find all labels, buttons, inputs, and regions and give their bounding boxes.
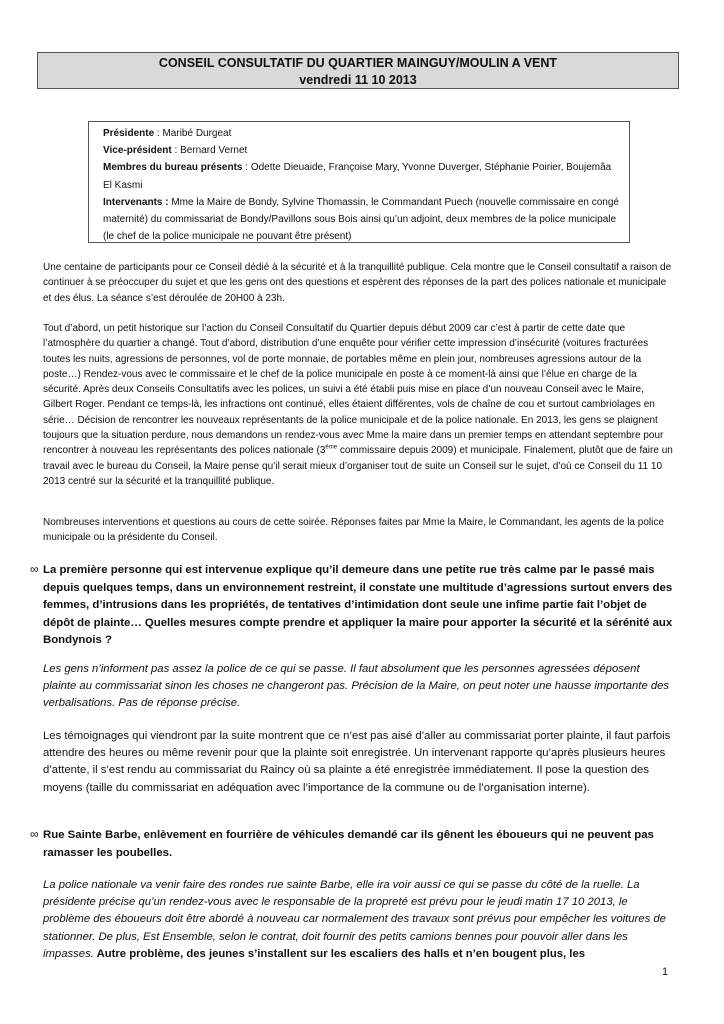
question-2-text: Rue Sainte Barbe, enlèvement en fourrière de véhicules demandé car ils gênent les éboueurs qui ne peuvent pas ramasser les poubelles. — [43, 829, 654, 859]
history-text-a: Tout d’abord, un petit historique sur l’action du Conseil Consultatif du Quartier depuis début 2009 car c’est à partir de cette date que l’atmosphère du quartier a changé. Tout d’abord, distribution d’une enquête pour vérifier cette impression d’insécurité (voitures fracturées toutes les nuits, agressions de personnes, vol de porte monnaie, de portables même en plein jour, nombreuses agressions autour de la poste…) Rendez-vous avec le commissaire et le chef de la police municipale en poste à ce moment-là ainsi que l’élue en charge de la sécurité. Après deux Conseils Consultatifs avec les polices, un suivi a été établi puis mise en place d’un nouveau Conseil avec le Maire, Gilbert Roger. Pendant ce temps-là, les infractions ont continué, elles étaient différentes, vols de chaîne de cou et surtout cambriolages en série… Décision de rencontrer les nouveaux représentants de la police municipale et de la police nationale. En 2013, les gens se plaignent toujours que la situation perdure, nous demandons un rendez-vous avec Mme la maire dans un premier temps en attendant septembre pour rencontrer à nouveau les représentants des polices nationale (3 — [43, 323, 664, 457]
answer-1-testimonies: Les témoignages qui viendront par la suite montrent que ce n’est pas aisé d’aller au commissariat porter plainte, il faut parfois attendre des heures ou même revenir pour que la plainte soit enregistrée. Un intervenant rapporte qu’après plusieurs heures d’attente, il s’est rendu au commissariat du Raincy où sa plainte a été enregistrée immédiatement. Il pose la question des moyens (taille du commissariat en adéquation avec l’importance de la commune ou de l’organisation interne). — [43, 730, 671, 794]
infinity-bullet-icon: ∞ — [30, 827, 39, 841]
answer-1-italic: Les gens n’informent pas assez la police de ce qui se passe. Il faut absolument que les personnes agressées déposent plainte au commissariat sinon les choses ne changeront pas. Précision de la Maire, on peut noter une hausse importante des verbalisations. Pas de réponse précise. — [43, 663, 670, 710]
intervenants-label: Intervenants : — [103, 196, 169, 208]
history-text-b: commissaire depuis 2009) et municipale. Finalement, plutôt que de faire un travail avec le bureau du Conseil, la Maire pense qu’il serait mieux d’organiser tout de suite un Conseil sur le sujet, d’où ce Conseil du 11 10 2013 centré sur la sécurité et la tranquillité publique. — [43, 445, 673, 487]
vice-president-line — [103, 142, 621, 159]
document-title: CONSEIL CONSULTATIF DU QUARTIER MAINGUY/MOULIN A VENT — [158, 56, 558, 70]
document-title-box — [37, 52, 679, 89]
document-date: vendredi 11 10 2013 — [299, 73, 417, 87]
attendees-box — [88, 121, 630, 243]
membres-label: Membres du bureau présents — [103, 162, 243, 174]
answer-2 — [43, 877, 675, 963]
answer-2-italic: La police nationale va venir faire des rondes rue sainte Barbe, elle ira voir aussi ce qui se passe du côté de la ruelle. La présidente précise qu’un rendez-vous avec le responsable de la propreté est prévu pour le jeudi matin 17 10 2013, le problème des éboueurs doit être abordé à nouveau car normalement des travaux sont prévus pour empêcher les voitures de stationner. De plus, Est Ensemble, selon le contrat, doit fournir des petits camions bennes pour pouvoir aller dans les impasses. — [43, 879, 666, 960]
membres-value: : Odette Dieuaide, Françoise Mary, Yvonne Duverger, Stéphanie Poirier, Boujemâa El Kasmi — [103, 162, 612, 191]
membres-line — [103, 159, 621, 193]
history-paragraph — [43, 321, 675, 489]
infinity-bullet-icon: ∞ — [30, 562, 39, 576]
answer-2-bold: Autre problème, des jeunes s’installent sur les escaliers des halls et n’en bougent plus, les — [93, 947, 586, 960]
page-number: 1 — [662, 966, 669, 978]
intervenants-line — [103, 194, 621, 246]
vice-president-label: Vice-président — [103, 145, 172, 157]
history-superscript: ème — [325, 445, 338, 452]
intervenants-value: Mme la Maire de Bondy, Sylvine Thomassin, le Commandant Puech (nouvelle commissaire en congé maternité) du commissariat de Bondy/Pavillons sous Bois ainsi qu’un adjoint, deux membres de la police municipale (le chef de la police municipale ne pouvant être présent) — [103, 196, 619, 243]
presidente-label: Présidente — [103, 128, 155, 139]
presidente-line — [103, 125, 621, 142]
interventions-paragraph: Nombreuses interventions et questions au cours de cette soirée. Réponses faites par Mme la Maire, le Commandant, les agents de la police municipale ou la présidente du Conseil. — [43, 517, 664, 544]
presidente-value: : Maribé Durgeat — [154, 128, 232, 139]
question-1-text: La première personne qui est intervenue explique qu’il demeure dans une petite rue très calme par le passé mais depuis quelques temps, dans un environnement restreint, il constate une multitude d’agressions surtout envers des femmes, d’intrusions dans les propriétés, de tentatives d’intimidation dont seule une infime partie fait l’objet de dépôt de plainte… Quelles mesures compte prendre et appliquer la maire pour apporter la sécurité et la sérénité aux Bondynois ? — [43, 564, 673, 647]
intro-paragraph: Une centaine de participants pour ce Conseil dédié à la sécurité et à la tranquillité publique. Cela montre que le Conseil consultatif a raison de continuer à se préoccuper du sujet et que les gens ont des questions et espèrent des réponses de la part des polices nationale et municipale et des élus. La séance s’est déroulée de 20H00 à 23h. — [43, 262, 672, 304]
vice-president-value: : Bernard Vernet — [171, 145, 248, 157]
